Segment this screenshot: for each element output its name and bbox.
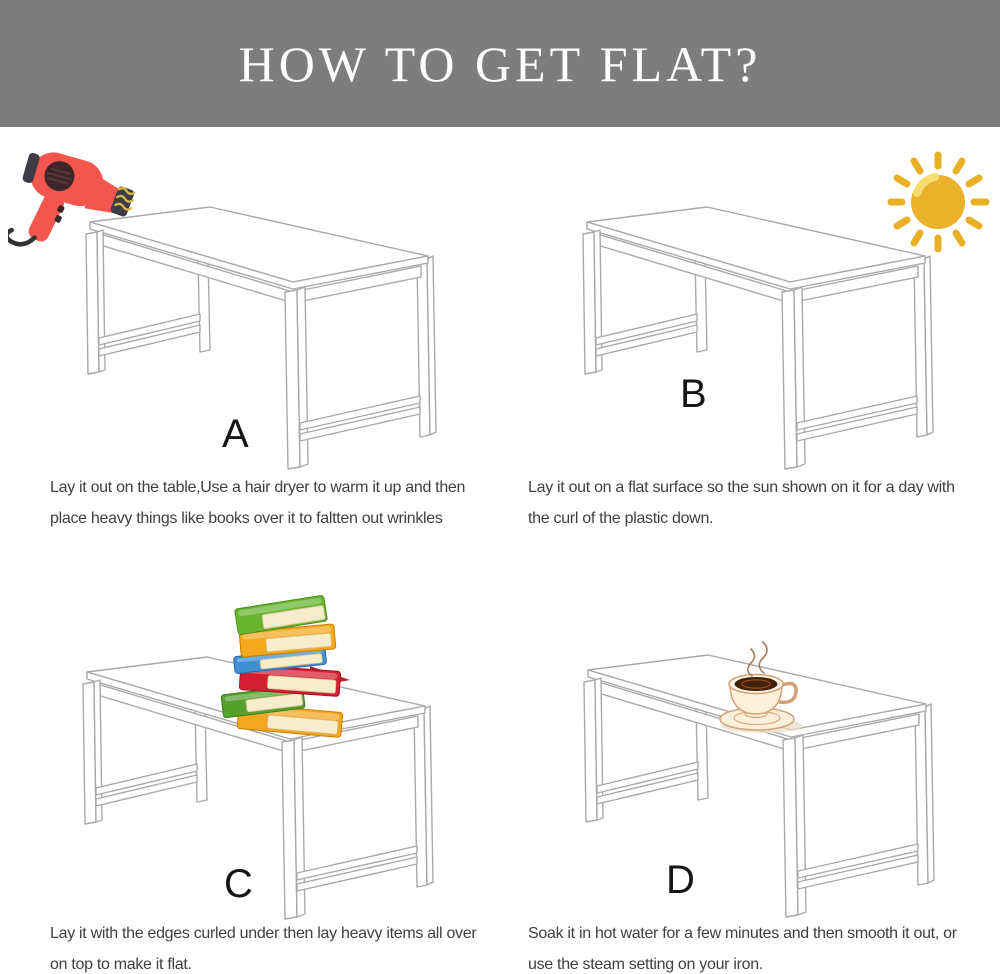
caption-a — [50, 472, 502, 534]
caption-a-line1: Lay it out on the table,Use a hair dryer to warm it up and then — [50, 479, 466, 496]
caption-a-line2: place heavy things like books over it to faltten out wrinkles — [50, 510, 443, 527]
caption-d — [528, 918, 980, 974]
caption-b-line1: Lay it out on a flat surface so the sun shown on it for a day with — [528, 479, 955, 496]
page-title: HOW TO GET FLAT? — [238, 35, 762, 92]
step-label-c: C — [224, 862, 253, 906]
sun-icon — [880, 146, 998, 258]
caption-c-line2: on top to make it flat. — [50, 956, 192, 973]
coffee-cup-icon — [695, 638, 825, 738]
caption-b — [528, 472, 980, 534]
caption-d-line2: use the steam setting on your iron. — [528, 956, 763, 973]
hair-dryer-icon — [8, 146, 148, 266]
caption-d-line1: Soak it in hot water for a few minutes and then smooth it out, or — [528, 925, 957, 942]
steam-icon — [748, 642, 767, 676]
step-label-b: B — [680, 372, 707, 416]
step-label-a: A — [222, 412, 249, 456]
books-stack-icon — [210, 592, 360, 740]
caption-b-line2: the curl of the plastic down. — [528, 510, 714, 527]
caption-c — [50, 918, 502, 974]
caption-c-line1: Lay it with the edges curled under then lay heavy items all over — [50, 925, 477, 942]
step-label-d: D — [666, 858, 695, 902]
title-banner — [0, 0, 1000, 127]
